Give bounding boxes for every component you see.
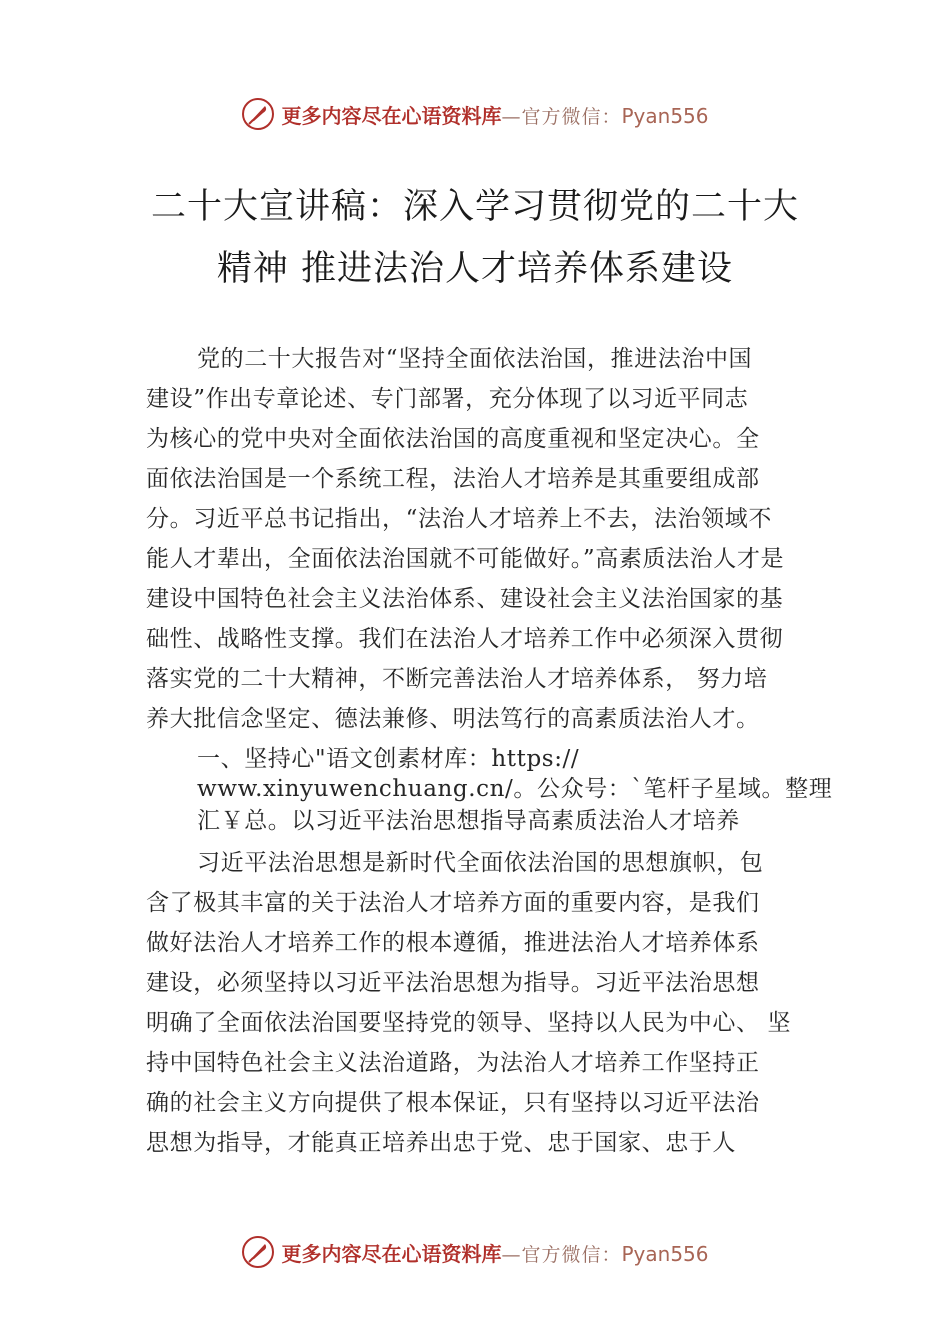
- body-line: 为核心的党中央对全面依法治国的高度重视和坚定决心。全: [146, 426, 760, 452]
- body-line: 养大批信念坚定、德法兼修、明法笃行的高素质法治人才。: [146, 706, 760, 732]
- watermark-text: [281, 1238, 708, 1267]
- watermark-wechat-label: —官方微信：: [501, 105, 622, 128]
- body-line: 持中国特色社会主义法治道路，为法治人才培养工作坚持正: [146, 1050, 760, 1076]
- header-watermark: [0, 92, 950, 136]
- watermark-site-name: 更多内容尽在心语资料库: [281, 1241, 502, 1266]
- body-line: 落实党的二十大精神，不断完善法治人才培养体系， 努力培: [146, 666, 768, 692]
- body-line: 思想为指导，才能真正培养出忠于党、忠于国家、忠于人: [146, 1130, 736, 1156]
- body-line: 明确了全面依法治国要坚持党的领导、坚持以人民为中心、 坚: [146, 1010, 792, 1036]
- body-line: 做好法治人才培养工作的根本遵循，推进法治人才培养体系: [146, 930, 760, 956]
- body-line: 面依法治国是一个系统工程，法治人才培养是其重要组成部: [146, 466, 760, 492]
- section-heading-line: www.xinyuwenchuang.cn/。公众号：`笔杆子星域。整理: [197, 776, 833, 802]
- watermark-site-name: 更多内容尽在心语资料库: [281, 103, 502, 128]
- watermark-text: [281, 100, 708, 129]
- watermark-wechat-label: —官方微信：: [501, 1243, 622, 1266]
- section-heading-line: 汇￥总。以习近平法治思想指导高素质法治人才培养: [197, 808, 740, 834]
- page-title-line-1: 二十大宣讲稿：深入学习贯彻党的二十大: [150, 187, 799, 227]
- footer-watermark: [0, 1230, 950, 1274]
- section-heading-line: 一、坚持心"语文创素材库：https://: [197, 746, 580, 772]
- body-line: 确的社会主义方向提供了根本保证，只有坚持以习近平法治: [146, 1090, 760, 1116]
- body-line: 党的二十大报告对“坚持全面依法治国，推进法治中国: [197, 346, 753, 372]
- page-title-line-2: 精神 推进法治人才培养体系建设: [216, 249, 734, 289]
- body-line: 建设中国特色社会主义法治体系、建设社会主义法治国家的基: [146, 586, 784, 612]
- quill-logo-icon: [241, 97, 275, 131]
- watermark-wechat-id: Pyan556: [621, 1241, 709, 1266]
- body-line: 建设”作出专章论述、专门部署，充分体现了以习近平同志: [146, 386, 749, 412]
- quill-logo-icon: [241, 1235, 275, 1269]
- body-line: 分。习近平总书记指出，“法治人才培养上不去，法治领域不: [146, 506, 772, 532]
- body-line: 习近平法治思想是新时代全面依法治国的思想旗帜，包: [197, 850, 764, 876]
- watermark-wechat-id: Pyan556: [621, 103, 709, 128]
- body-line: 含了极其丰富的关于法治人才培养方面的重要内容，是我们: [146, 890, 760, 916]
- body-line: 础性、战略性支撑。我们在法治人才培养工作中必须深入贯彻: [146, 626, 784, 652]
- body-line: 建设，必须坚持以习近平法治思想为指导。习近平法治思想: [146, 970, 760, 996]
- body-line: 能人才辈出，全面依法治国就不可能做好。”高素质法治人才是: [146, 546, 785, 572]
